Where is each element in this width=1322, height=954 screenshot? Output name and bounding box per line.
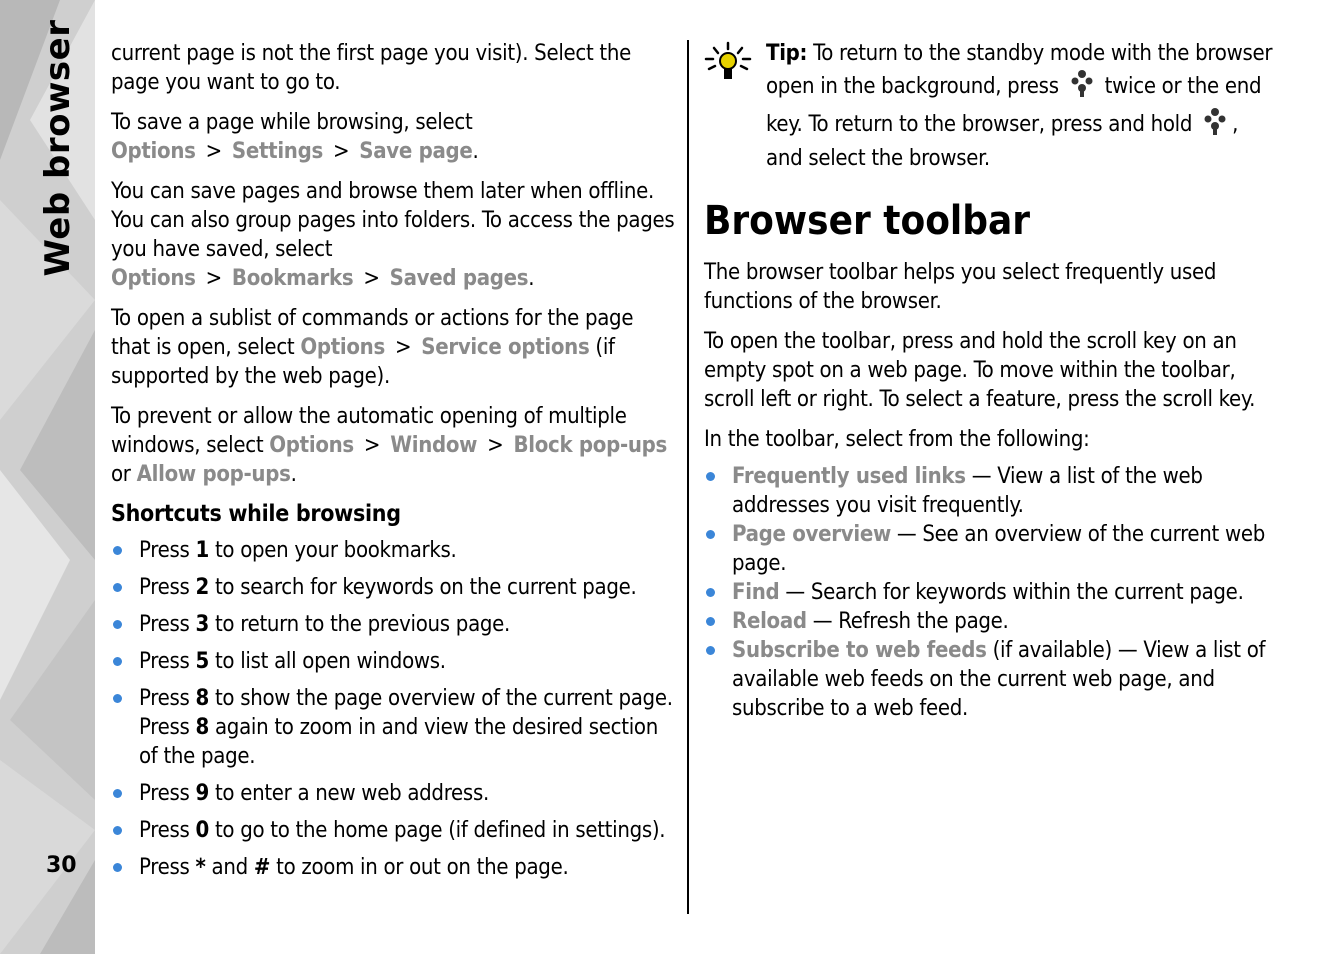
list-item: Press 1 to open your bookmarks.: [111, 536, 676, 565]
left-column: [111, 39, 676, 890]
menu-key-icon: [1202, 106, 1228, 144]
sidebar: [0, 0, 95, 954]
bullet-icon: [706, 617, 715, 626]
feature-name: Frequently used links: [732, 464, 966, 489]
paragraph-select-from: In the toolbar, select from the following:: [704, 427, 1090, 452]
menu-option-options: Options: [269, 433, 354, 458]
list-item: Press 5 to list all open windows.: [111, 647, 676, 676]
paragraph-popups: To prevent or allow the automatic opening of multiple windows, select Options > Window > Block pop-ups or Allow pop-ups.: [111, 404, 668, 487]
right-column: [704, 39, 1274, 723]
key-label: *: [195, 855, 206, 880]
menu-option-settings: Settings: [231, 139, 323, 164]
key-label: #: [253, 855, 271, 880]
list-item: Frequently used links — View a list of the web addresses you visit frequently.: [704, 462, 1274, 520]
key-label: 5: [195, 649, 209, 674]
list-item: Press 2 to search for keywords on the current page.: [111, 573, 676, 602]
paragraph-open-toolbar: To open the toolbar, press and hold the scroll key on an empty spot on a web page. To move within the toolbar, scroll left or right. To select a feature, press the scroll key.: [704, 329, 1256, 412]
bullet-icon: [113, 620, 122, 629]
key-label: 3: [195, 612, 209, 637]
toolbar-features-list: [704, 462, 1274, 723]
menu-key-icon: [1069, 68, 1095, 106]
menu-option-block-popups: Block pop-ups: [513, 433, 668, 458]
key-label: 2: [195, 575, 209, 600]
tip-box: Tip: To return to the standby mode with the browser open in the background, press twice or the end key. To return to the browser, press and hold , and select the browser.: [704, 39, 1274, 173]
menu-option-options: Options: [111, 139, 196, 164]
bullet-icon: [113, 826, 122, 835]
feature-name: Find: [732, 580, 780, 605]
list-item: Press 3 to return to the previous page.: [111, 610, 676, 639]
menu-option-service-options: Service options: [421, 335, 590, 360]
feature-name: Page overview: [732, 522, 891, 547]
page-title: Browser toolbar: [704, 198, 1031, 244]
bullet-icon: [706, 530, 715, 539]
menu-option-saved-pages: Saved pages: [389, 266, 529, 291]
list-item: Press * and # to zoom in or out on the page.: [111, 853, 676, 882]
bullet-icon: [113, 583, 122, 592]
bullet-icon: [113, 789, 122, 798]
feature-name: Reload: [732, 609, 807, 634]
key-label: 9: [195, 781, 209, 806]
section-title: Web browser: [38, 19, 78, 277]
menu-option-options: Options: [300, 335, 385, 360]
menu-option-bookmarks: Bookmarks: [231, 266, 354, 291]
bullet-icon: [706, 588, 715, 597]
list-item: Press 8 to show the page overview of the current page. Press 8 again to zoom in and view the desired section of the page.: [111, 684, 676, 771]
paragraph-intro: The browser toolbar helps you select frequently used functions of the browser.: [704, 260, 1217, 314]
paragraph-continued: current page is not the first page you visit). Select the page you want to go to.: [111, 41, 632, 95]
lightbulb-icon: [704, 41, 752, 93]
menu-option-options: Options: [111, 266, 196, 291]
list-item: Press 0 to go to the home page (if defined in settings).: [111, 816, 676, 845]
paragraph-saved-pages: You can save pages and browse them later when offline. You can also group pages into folders. To access the pages you have saved, select Options > Bookmarks > Saved pages.: [111, 179, 675, 291]
menu-option-save-page: Save page: [359, 139, 473, 164]
list-item: Subscribe to web feeds (if available) — View a list of available web feeds on the current web page, and subscribe to a web feed.: [704, 636, 1274, 723]
paragraph-save-page: To save a page while browsing, select Options > Settings > Save page.: [111, 110, 479, 164]
menu-option-window: Window: [390, 433, 478, 458]
bullet-icon: [706, 646, 715, 655]
feature-name: Subscribe to web feeds: [732, 638, 987, 663]
paragraph-service-options: To open a sublist of commands or actions for the page that is open, select Options > Service options (if supported by the web page).: [111, 306, 634, 389]
column-divider: [687, 40, 689, 914]
list-item: Page overview — See an overview of the current web page.: [704, 520, 1274, 578]
list-item: Press 9 to enter a new web address.: [111, 779, 676, 808]
shortcuts-heading: Shortcuts while browsing: [111, 501, 401, 527]
shortcuts-list: [111, 536, 676, 882]
bullet-icon: [113, 863, 122, 872]
menu-option-allow-popups: Allow pop-ups: [136, 462, 291, 487]
key-label: 1: [195, 538, 209, 563]
page-number: 30: [46, 853, 77, 878]
key-label: 8: [195, 686, 209, 711]
bullet-icon: [113, 657, 122, 666]
key-label: 0: [195, 818, 209, 843]
bullet-icon: [113, 546, 122, 555]
key-label: 8: [195, 715, 209, 740]
bullet-icon: [706, 472, 715, 481]
tip-label: Tip:: [766, 41, 808, 66]
list-item: Reload — Refresh the page.: [704, 607, 1274, 636]
list-item: Find — Search for keywords within the current page.: [704, 578, 1274, 607]
bullet-icon: [113, 694, 122, 703]
